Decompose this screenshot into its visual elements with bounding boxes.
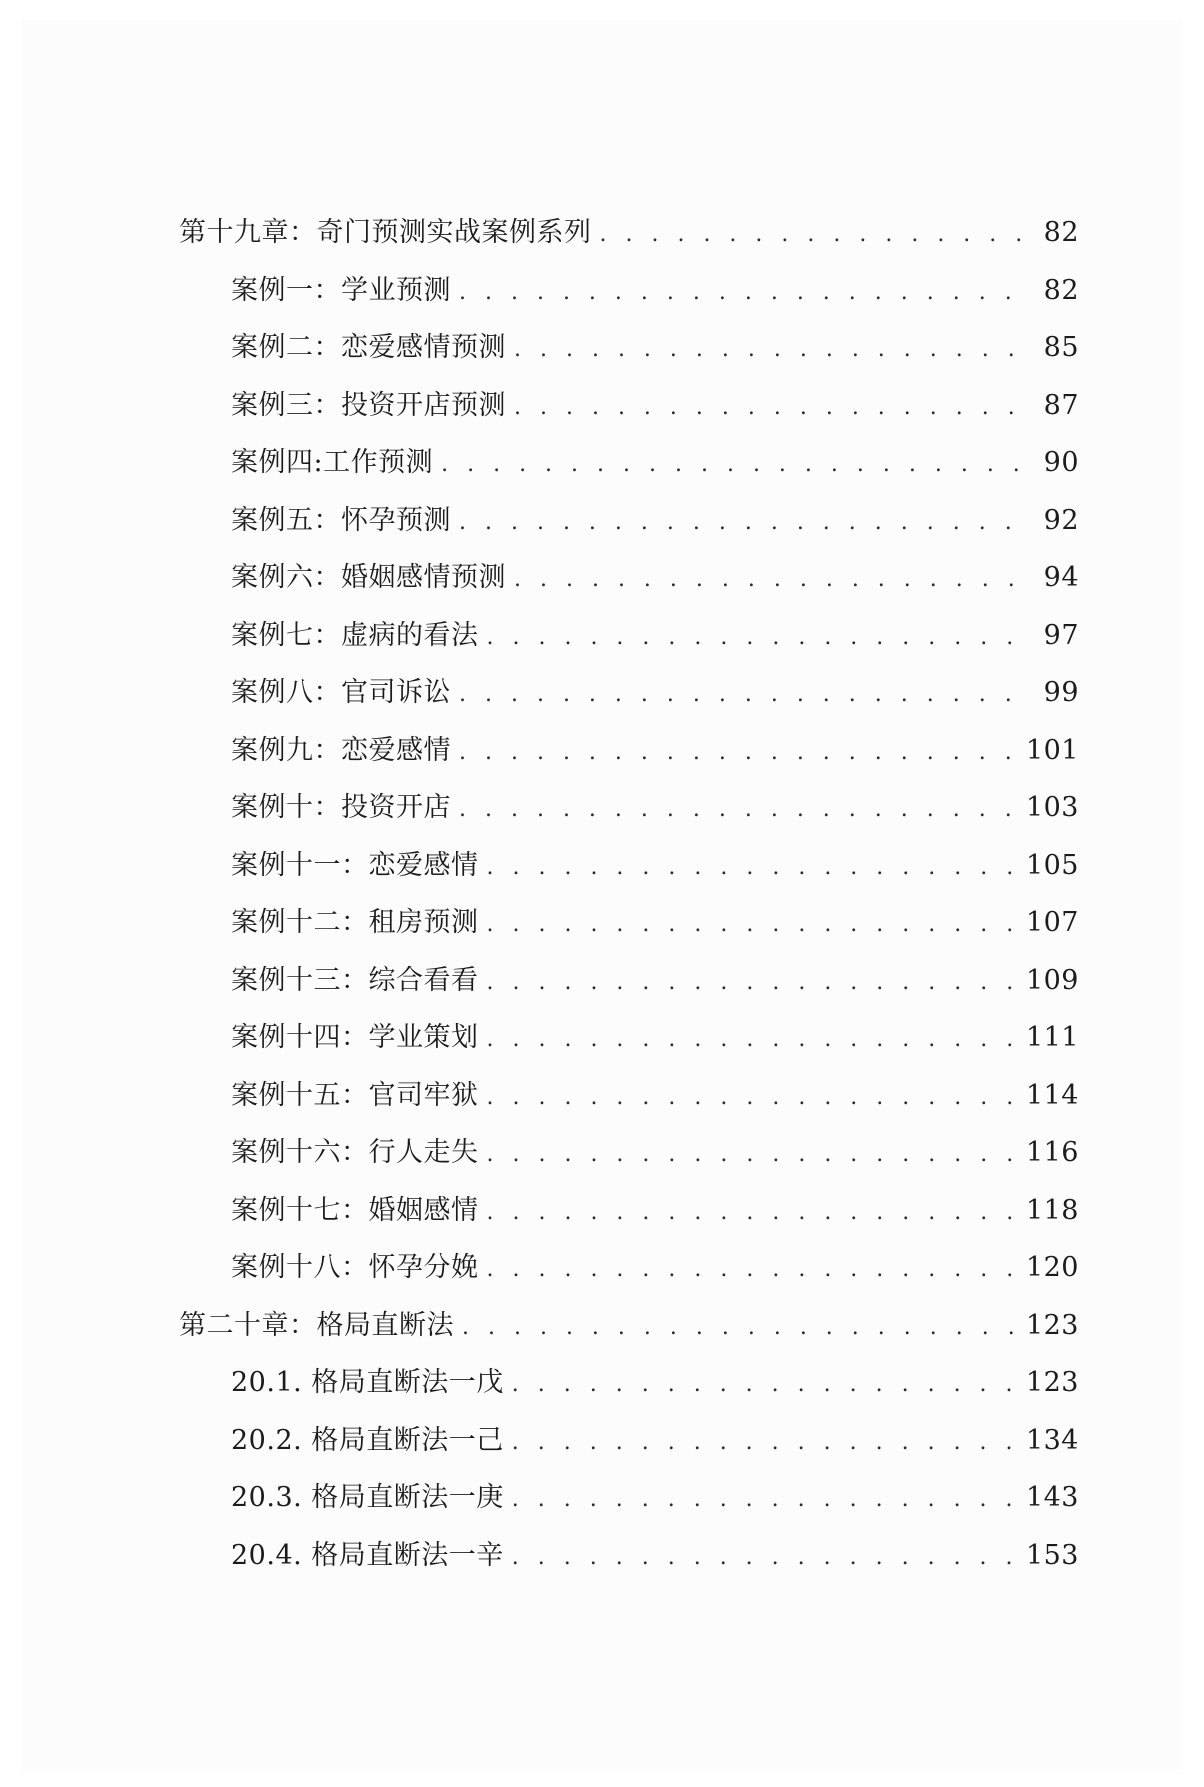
toc-dot-leader [514, 337, 1031, 362]
toc-entry-title: 案例十六：行人走失 [231, 1137, 479, 1168]
toc-page-number: 114 [1025, 1079, 1079, 1111]
toc-section-row [179, 1533, 1079, 1591]
toc-page-number: 143 [1025, 1482, 1079, 1513]
toc-dot-leader [487, 970, 1018, 995]
toc-dot-leader [441, 452, 1031, 477]
toc-page-number: 123 [1025, 1367, 1079, 1398]
toc-entry-title: 案例九：恋爱感情 [231, 734, 451, 766]
toc-entry-title: 案例三：投资开店预测 [231, 389, 506, 421]
toc-page-number: 97 [1043, 619, 1079, 651]
toc-page-number: 118 [1025, 1194, 1079, 1226]
toc-section-row [179, 440, 1079, 498]
toc-entry-title: 案例八：官司诉讼 [231, 677, 451, 708]
toc-dot-leader [512, 1372, 1018, 1397]
toc-page-number: 105 [1025, 849, 1079, 881]
toc-dot-leader [487, 1200, 1018, 1225]
toc-entry-title: 案例五：怀孕预测 [231, 504, 451, 536]
table-of-contents [179, 210, 1079, 1590]
toc-section-row [179, 1418, 1079, 1476]
toc-page-number: 90 [1043, 447, 1079, 478]
toc-page-number: 107 [1025, 907, 1079, 938]
toc-entry-title: 20.4. 格局直断法一辛 [231, 1539, 504, 1571]
toc-page-number: 109 [1025, 964, 1079, 996]
toc-page-number: 103 [1025, 792, 1079, 823]
toc-entry-title: 案例四:工作预测 [231, 447, 434, 478]
toc-page-number: 99 [1043, 677, 1079, 708]
toc-entry-title: 案例十：投资开店 [231, 792, 451, 823]
toc-dot-leader [600, 222, 1032, 247]
toc-dot-leader [462, 1315, 1018, 1340]
toc-section-row [179, 1188, 1079, 1246]
toc-entry-title: 案例十二：租房预测 [231, 907, 479, 938]
toc-page-number: 153 [1025, 1539, 1079, 1571]
toc-page-number: 123 [1025, 1309, 1079, 1341]
toc-page-number: 94 [1043, 562, 1079, 593]
toc-page-number: 85 [1043, 332, 1079, 363]
document-page [22, 20, 1182, 1770]
toc-entry-title: 案例十八：怀孕分娩 [231, 1252, 479, 1283]
toc-entry-title: 案例十三：综合看看 [231, 964, 479, 996]
toc-page-number: 82 [1043, 217, 1079, 248]
toc-dot-leader [487, 912, 1018, 937]
toc-dot-leader [459, 682, 1031, 707]
toc-section-row [179, 1073, 1079, 1131]
toc-entry-title: 案例十四：学业策划 [231, 1022, 479, 1053]
toc-page-number: 111 [1025, 1022, 1079, 1053]
toc-dot-leader [487, 1142, 1018, 1167]
toc-dot-leader [514, 567, 1031, 592]
toc-entry-title: 20.1. 格局直断法一戊 [231, 1367, 504, 1398]
toc-section-row [179, 1360, 1079, 1418]
toc-page-number: 101 [1025, 734, 1079, 766]
toc-dot-leader [512, 1487, 1018, 1512]
toc-dot-leader [514, 395, 1031, 420]
toc-section-row [179, 325, 1079, 383]
toc-dot-leader [512, 1430, 1018, 1455]
toc-page-number: 120 [1025, 1252, 1079, 1283]
toc-section-row [179, 1475, 1079, 1533]
toc-dot-leader [459, 510, 1031, 535]
toc-chapter-row [179, 210, 1079, 268]
toc-entry-title: 案例十五：官司牢狱 [231, 1079, 479, 1111]
toc-page-number: 134 [1025, 1424, 1079, 1456]
toc-page-number: 82 [1043, 274, 1079, 306]
toc-section-row [179, 728, 1079, 786]
toc-entry-title: 第十九章：奇门预测实战案例系列 [179, 217, 592, 248]
toc-dot-leader [487, 855, 1018, 880]
toc-section-row [179, 900, 1079, 958]
toc-entry-title: 案例二：恋爱感情预测 [231, 332, 506, 363]
toc-section-row [179, 555, 1079, 613]
toc-page-number: 116 [1025, 1137, 1079, 1168]
toc-section-row [179, 958, 1079, 1016]
toc-entry-title: 案例六：婚姻感情预测 [231, 562, 506, 593]
toc-chapter-row [179, 1303, 1079, 1361]
toc-page-number: 87 [1043, 389, 1079, 421]
toc-dot-leader [459, 740, 1018, 765]
toc-section-row [179, 670, 1079, 728]
toc-section-row [179, 1245, 1079, 1303]
toc-page-number: 92 [1043, 504, 1079, 536]
toc-section-row [179, 843, 1079, 901]
toc-dot-leader [459, 797, 1018, 822]
toc-section-row [179, 1130, 1079, 1188]
toc-dot-leader [459, 280, 1031, 305]
toc-dot-leader [487, 1027, 1018, 1052]
toc-section-row [179, 268, 1079, 326]
toc-entry-title: 案例十一：恋爱感情 [231, 849, 479, 881]
toc-dot-leader [487, 625, 1032, 650]
toc-dot-leader [512, 1545, 1018, 1570]
toc-entry-title: 20.2. 格局直断法一己 [231, 1424, 504, 1456]
toc-dot-leader [487, 1257, 1018, 1282]
toc-section-row [179, 498, 1079, 556]
toc-section-row [179, 613, 1079, 671]
toc-entry-title: 案例七：虚病的看法 [231, 619, 479, 651]
toc-entry-title: 20.3. 格局直断法一庚 [231, 1482, 504, 1513]
toc-entry-title: 第二十章：格局直断法 [179, 1309, 454, 1341]
toc-section-row [179, 383, 1079, 441]
toc-entry-title: 案例十七：婚姻感情 [231, 1194, 479, 1226]
toc-entry-title: 案例一：学业预测 [231, 274, 451, 306]
toc-section-row [179, 1015, 1079, 1073]
toc-dot-leader [487, 1085, 1018, 1110]
toc-section-row [179, 785, 1079, 843]
